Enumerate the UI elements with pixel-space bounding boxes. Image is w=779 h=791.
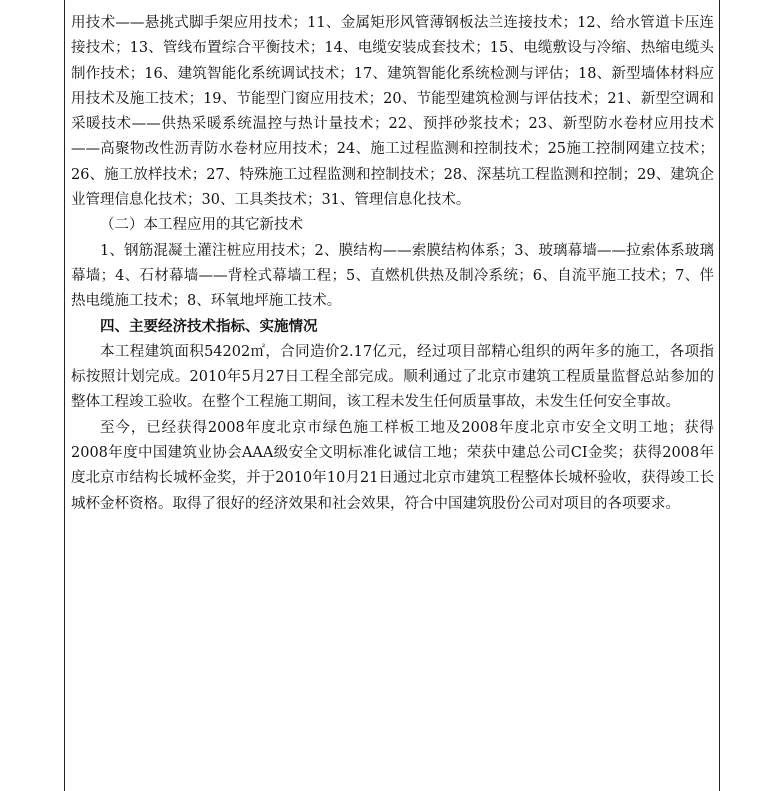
awards-paragraph: 至今，已经获得2008年度北京市绿色施工样板工地及2008年度北京市安全文明工地；获得2008年度中国建筑业协会AAA级安全文明标准化诚信工地；荣获中建总公司CI金奖；获得2008年度北京市结构长城杯金奖，并于2010年10月21日通过北京市建筑工程整体长城杯验收，获得竣工长城杯金杯资格。取得了很好的经济效果和社会效果，符合中国建筑股份公司对项目的各项要求。 [71, 419, 714, 512]
tech-list-paragraph: 用技术——悬挑式脚手架应用技术；11、金属矩形风管薄钢板法兰连接技术；12、给水管道卡压连接技术；13、管线布置综合平衡技术；14、电缆安装成套技术；15、电缆敷设与冷缩、热缩电缆头制作技术；16、建筑智能化系统调试技术；17、建筑智能化系统检测与评估；18、新型墙体材料应用技术及施工技术；19、节能型门窗应用技术；20、节能型建筑检测与评估技术；21、新型空调和采暖技术——供热采暖系统温控与热计量技术；22、预拌砂浆技术；23、新型防水卷材应用技术——高聚物改性沥青防水卷材应用技术；24、施工过程监测和控制技术；25施工控制网建立技术；26、施工放样技术；27、特殊施工过程监测和控制技术；28、深基坑工程监测和控制；29、建筑企业管理信息化技术；30、工具类技术；31、管理信息化技术。 [71, 15, 714, 209]
other-tech-subheading: （二）本工程应用的其它新技术 [100, 217, 303, 234]
section-heading-indicators: 四、主要经济技术指标、实施情况 [100, 318, 318, 335]
indicators-paragraph: 本工程建筑面积54202㎡，合同造价2.17亿元，经过项目部精心组织的两年多的施工，各项指标按照计划完成。2010年5月27日工程全部完成。顺利通过了北京市建筑工程质量监督总站参加的整体工程竣工验收。在整个工程施工期间，该工程未发生任何质量事故，未发生任何安全事故。 [71, 343, 714, 411]
document-body [71, 11, 714, 517]
other-tech-paragraph: 1、钢筋混凝土灌注桩应用技术；2、膜结构——索膜结构体系；3、玻璃幕墙——拉索体系玻璃幕墙；4、石材幕墙——背栓式幕墙工程；5、直燃机供热及制冷系统；6、自流平施工技术；7、伴热电缆施工技术；8、环氧地坪施工技术。 [71, 242, 714, 310]
